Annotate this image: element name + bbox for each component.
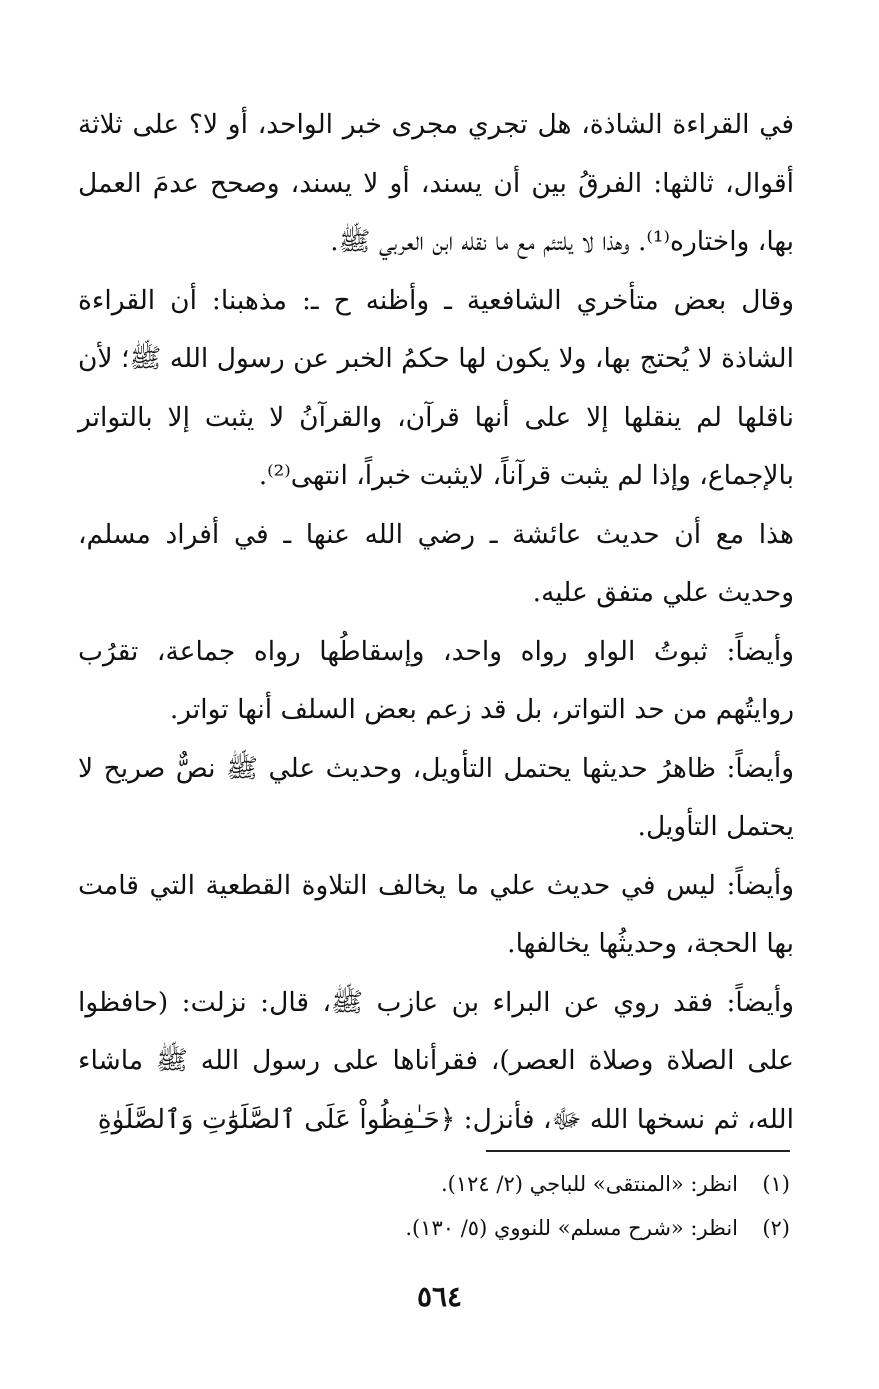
footnote-divider bbox=[486, 1150, 790, 1152]
footnote-2 bbox=[300, 1206, 790, 1250]
paragraph-7: وأيضاً: فقد روي عن البراء بن عازب ﷺ، قال: نزلت: (حافظوا على الصلاة وصلاة العصر)، فقرأناها على رسول الله ﷺ ماشاء الله، ثم نسخها الله ﷻ، فأنزل: ﴿حَـٰفِظُواْ عَلَى ٱلصَّلَوَٰتِ وَٱلصَّلَوٰةِ bbox=[78, 986, 794, 1135]
footnote-number: (١) bbox=[762, 1172, 790, 1196]
paragraph-1: في القراءة الشاذة، هل تجري مجرى خبر الواحد، أو لا؟ على ثلاثة أقوال، ثالثها: الفرقُ بين أن يسند، أو لا يسند، وصحح عدمَ العمل بها، واختاره⁽¹⁾. وهذا لا يلتئم مع ما نقله ابن العربي ﷺ. bbox=[78, 109, 794, 257]
paragraph-4: وأيضاً: ثبوتُ الواو رواه واحد، وإسقاطُها رواه جماعة، تقرُب روايتُهم من حد التواتر، بل قد زعم بعض السلف أنها تواتر. bbox=[78, 635, 794, 725]
paragraph-6: وأيضاً: ليس في حديث علي ما يخالف التلاوة القطعية التي قامت بها الحجة، وحديثُها يخالفها. bbox=[78, 869, 794, 959]
paragraph-5: وأيضاً: ظاهرُ حديثها يحتمل التأويل، وحديث علي ﷺ نصٌّ صريح لا يحتمل التأويل. bbox=[78, 752, 794, 842]
footnote-text: انظر: «شرح مسلم» للنووي (٥/ ١٣٠). bbox=[405, 1216, 738, 1240]
footnote-text: انظر: «المنتقى» للباجي (٢/ ١٢٤). bbox=[441, 1172, 738, 1196]
footnote-number: (٢) bbox=[762, 1216, 790, 1240]
footnote-1 bbox=[300, 1162, 790, 1206]
paragraph-2: وقال بعض متأخري الشافعية ـ وأظنه ح ـ: مذهبنا: أن القراءة الشاذة لا يُحتج بها، ولا يكون لها حكمُ الخبر عن رسول الله ﷺ؛ لأن ناقلها لم ينقلها إلا على أنها قرآن، والقرآنُ لا يثبت إلا بالتواتر بالإجماع، وإذا لم يثبت قرآناً، لايثبت خبراً، انتهى⁽²⁾. bbox=[78, 284, 794, 491]
paragraph-3: هذا مع أن حديث عائشة ـ رضي الله عنها ـ في أفراد مسلم، وحديث علي متفق عليه. bbox=[78, 518, 794, 608]
page-number: ٥٦٤ bbox=[416, 1280, 463, 1313]
footnotes bbox=[300, 1162, 790, 1250]
page-body bbox=[78, 96, 794, 1149]
